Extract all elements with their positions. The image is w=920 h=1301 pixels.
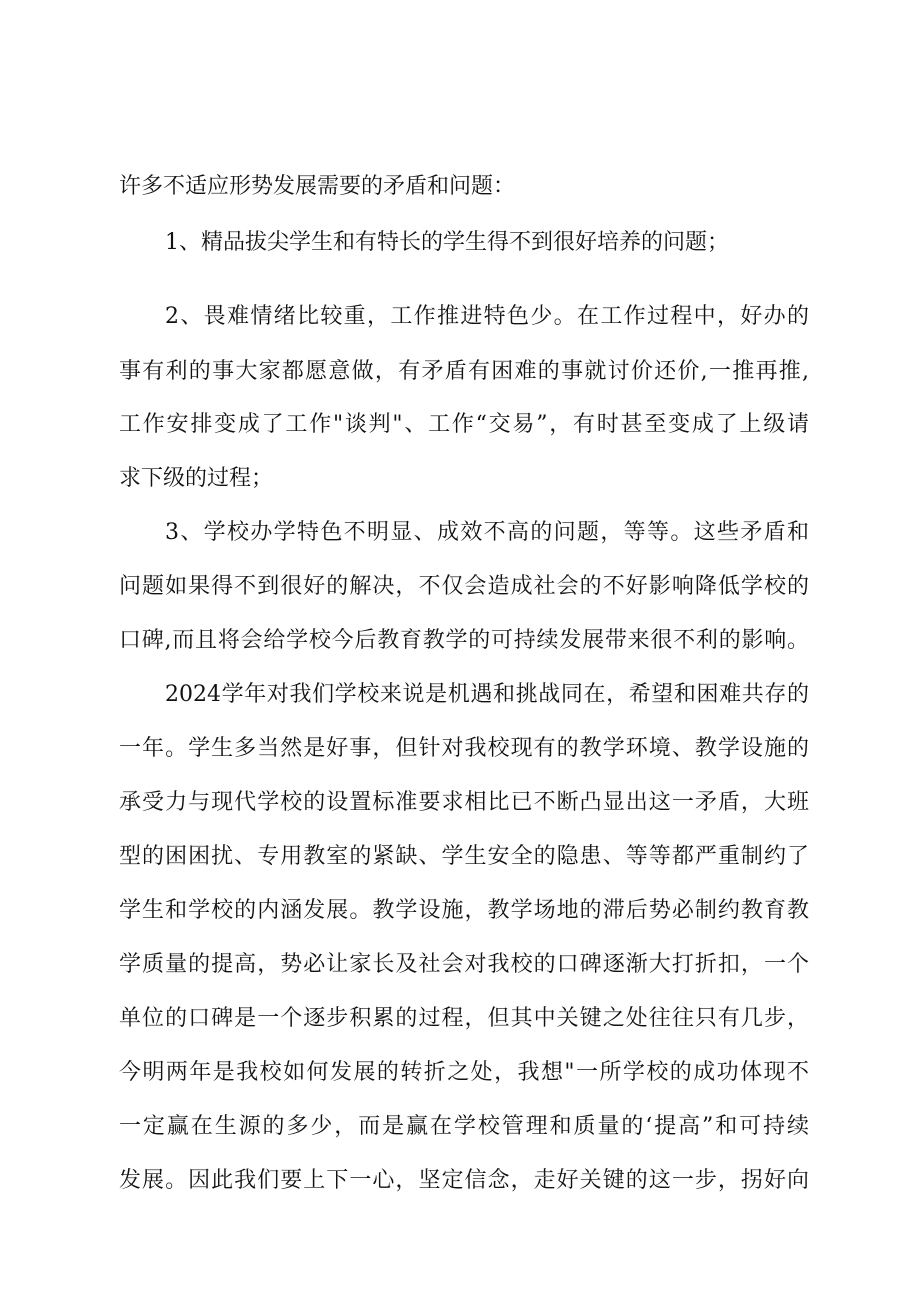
text-line: 承受力与现代学校的设置标准要求相比已不断凸显出这一矛盾，大班 <box>119 790 809 815</box>
text-line: 许多不适应形势发展需要的矛盾和问题： <box>119 174 516 199</box>
text-line: 型的困困扰、专用教室的紧缺、学生安全的隐患、等等都严重制约了 <box>119 844 809 869</box>
text-line: 今明两年是我校如何发展的转折之处，我想"一所学校的成功体现不 <box>119 1060 809 1085</box>
text-line: 事有利的事大家都愿意做，有矛盾有困难的事就讨价还价,一推再推, <box>119 359 809 384</box>
text-line: 工作安排变成了工作"谈判"、工作“交易”，有时甚至变成了上级请 <box>119 412 809 437</box>
list-item-2: 2、畏难情绪比较重，工作推进特色少。在工作过程中，好办的 <box>165 304 809 329</box>
text-line: 问题如果得不到很好的解决，不仅会造成社会的不好影响降低学校的 <box>119 574 809 599</box>
paragraph-start: 2024学年对我们学校来说是机遇和挑战同在，希望和困难共存的 <box>165 682 809 707</box>
text-line: 口碑,而且将会给学校今后教育教学的可持续发展带来很不利的影响。 <box>119 628 809 653</box>
text-line: 学生和学校的内涵发展。教学设施，教学场地的滞后势必制约教育教 <box>119 898 809 923</box>
text-line: 一定赢在生源的多少，而是赢在学校管理和质量的‘提高”和可持续 <box>119 1114 809 1139</box>
text-line: 一年。学生多当然是好事，但针对我校现有的教学环境、教学设施的 <box>119 736 809 761</box>
text-line: 学质量的提高，势必让家长及社会对我校的口碑逐渐大打折扣，一个 <box>119 952 809 977</box>
list-item-1: 1、精品拔尖学生和有特长的学生得不到很好培养的问题； <box>165 230 729 255</box>
text-line: 单位的口碑是一个逐步积累的过程，但其中关键之处往往只有几步， <box>119 1006 809 1031</box>
text-line: 求下级的过程； <box>119 466 274 491</box>
list-item-3: 3、学校办学特色不明显、成效不高的问题，等等。这些矛盾和 <box>165 520 809 545</box>
text-line: 发展。因此我们要上下一心，坚定信念，走好关键的这一步，拐好向 <box>119 1168 809 1193</box>
